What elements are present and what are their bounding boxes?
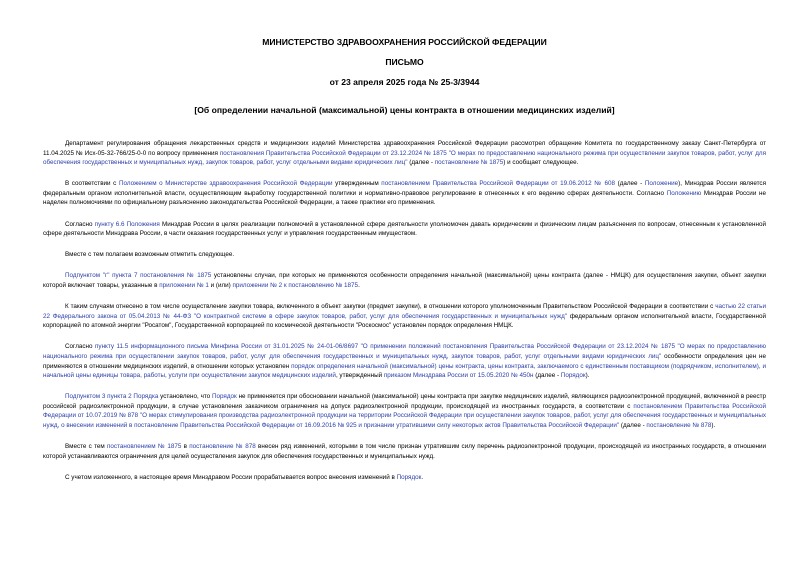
document-subject: [Об определении начальной (максимальной) цены контракта в отношении медицинских изделий] (194, 105, 615, 115)
text: Согласно (65, 220, 95, 228)
paragraph-8 (43, 392, 766, 430)
text: Согласно (65, 343, 96, 351)
link-postanovlenie-1875-short[interactable]: постановление № 1875 (434, 159, 504, 167)
link-polozheniyu[interactable]: Положению (666, 189, 702, 197)
text: ), Минздрав России является федеральным органом исполнительной власти, осуществляющим выработку государственной политики и нормативно-правовое регулирование в отнесенных к его ведению сферах деятельности. Согласно (43, 180, 766, 197)
text: К таким случаям отнесено в том числе осуществление закупки товара, включенного в объект закупки (предмет закупки), в отношении которого уполномоченным Правительством Российской Федерации в соответствии с (65, 303, 716, 311)
text: Департамент регулирования обращения лекарственных средств и медицинских изделий Министерства здравоохранения Российской Федерации рассмотрел обращение Комитета по государственному заказу Санкт-Петербурга от 11.04.2025 № Исх-05-32-766/25-0-0 по вопросу применения (43, 140, 766, 157)
link-postanovlenie-878[interactable]: постановлением Правительства Российской Федерации от 10.07.2019 № 878 "О мерах стимулирования производства радиоэлектронной продукции на территории Российской Федерации при осуществлении закупок товаров, работ, услуг для обеспечения государственных и муниципальных нужд, о внесении изменений в постановление Правительства Российской Федерации от 16.09.2016 № 925 и признании утратившими силу некоторых актов Правительства Российской Федерации" (43, 402, 766, 429)
text: В соответствии с (65, 180, 119, 188)
text: ) и сообщает следующее. (503, 159, 579, 167)
text: С учетом изложенного, в настоящее время Минздравом России прорабатывается вопрос внесения изменений в (65, 473, 397, 481)
paragraph-9 (43, 442, 766, 461)
document-type: ПИСЬМО (385, 57, 424, 67)
text: установлено, что (158, 393, 212, 401)
text: Вместе с тем (65, 443, 107, 451)
link-44-fz[interactable]: частью 22 статьи 22 Федерального закона от 05.04.2013 № 44-ФЗ "О контрактной системе в сфере закупок товаров, работ, услуг для обеспечения государственных и муниципальных нужд" (43, 303, 766, 320)
text: (далее - (407, 159, 435, 167)
link-prilozhenie-1[interactable]: приложении № 1 (159, 281, 209, 289)
text: , утвержденный (335, 372, 384, 380)
link-postanovlenie-878-short[interactable]: постановление № 878 (646, 421, 712, 429)
ministry-heading: МИНИСТЕРСТВО ЗДРАВООХРАНЕНИЯ РОССИЙСКОЙ ФЕДЕРАЦИИ (262, 37, 547, 47)
link-podpunkt-3-punkt-2[interactable]: Подпунктом 3 пункта 2 Порядка (65, 393, 159, 401)
link-postanovlenie-1875[interactable]: постановления Правительства Российской Федерации от 23.12.2024 № 1875 "О мерах по предоставлению национального режима при осуществлении закупок товаров, работ, услуг для обеспечения государственных и муниципальных нужд, закупок товаров, работ, услуг отдельными видами юридических лиц" (43, 149, 766, 167)
paragraph-1 (43, 139, 766, 168)
paragraph-2 (43, 179, 766, 208)
link-polozhenie-minzdrav[interactable]: Положением о Министерстве здравоохранения Российской Федерации (118, 180, 333, 188)
document-date-number: от 23 апреля 2025 года № 25-3/3944 (329, 77, 480, 87)
text: (далее - (619, 421, 647, 429)
paragraph-3 (43, 220, 766, 239)
paragraph-4 (43, 250, 766, 260)
text: внесен ряд изменений, которыми в том числе признан утратившим силу перечень радиоэлектронной продукции, происходящей из иностранных государств, в отношении которой устанавливаются ограничения для целей осуществления закупок для обеспечения государственных и муниципальных нужд. (43, 443, 766, 460)
link-punkt-6-6[interactable]: пункту 6.6 Положения (94, 220, 160, 228)
text: и (или) (208, 281, 233, 289)
text: утвержденным (332, 180, 382, 188)
text: Минздрав России в целях реализации полномочий в установленной сфере деятельности уполномочен давать юридическим и физическим лицам разъяснения по вопросам, отнесенным к установленной сфере деятельности Минздрава России, в части оказания государственных услуг и управления государственным имуществом. (43, 220, 766, 238)
text: Вместе с тем полагаем возможным отметить следующее. (65, 251, 235, 259)
text: ). (585, 372, 590, 380)
link-poryadok[interactable]: Порядок (560, 372, 586, 380)
link-postanovlenie-1875-2[interactable]: постановлением № 1875 (107, 443, 182, 451)
link-polozhenie[interactable]: Положение (644, 180, 679, 188)
text: (далее - (615, 180, 645, 188)
text: установлены случаи, при которых не применяются особенности определения начальной (максимальной) цены контракта (далее - НМЦК) для осуществления закупки, объект закупки которой включает товары, указанные в (43, 272, 766, 289)
link-postanovlenie-608[interactable]: постановлением Правительства Российской Федерации от 19.06.2012 № 608 (381, 180, 615, 188)
paragraph-10 (43, 473, 766, 483)
paragraph-5 (43, 271, 766, 290)
text: ). (711, 421, 716, 429)
link-prilozhenie-2[interactable]: приложении № 2 к постановлению № 1875 (232, 281, 359, 289)
paragraph-7 (43, 342, 766, 380)
text: (далее - (533, 372, 561, 380)
link-poryadok-2[interactable]: Порядок (211, 393, 237, 401)
link-prikaz-450n[interactable]: приказом Минздрава России от 15.05.2020 № 450н (383, 372, 534, 380)
link-podpunkt-g-punkt-7[interactable]: Подпунктом "г" пункта 7 постановления № 1875 (65, 272, 212, 280)
text: Минздрав России не наделен полномочиями по официальному разъяснению законодательства Российской Федерации, а также практики его применения. (43, 189, 766, 207)
link-poryadok-nmck[interactable]: порядок определения начальной (максимальной) цены контракта, цены контракта, заключаемого с единственным поставщиком (подрядчиком, исполнителем), и начальной цены единицы товара, работы, услуги при осуществлении закупок медицинских изделий (43, 362, 766, 380)
text: федеральным органом исполнительной власти, Государственной корпорацией по атомной энергии "Росатом", Государственной корпорацией по космической деятельности "Роскосмос" установлен порядок определения НМЦК. (43, 312, 766, 330)
text: . (421, 473, 424, 481)
text: . (358, 281, 360, 289)
link-poryadok-3[interactable]: Порядок (396, 473, 422, 481)
text: особенности определения цен не применяются в отношении медицинских изделий, в отношении которых установлен (43, 352, 766, 370)
link-postanovlenie-878-2[interactable]: постановление № 878 (189, 443, 256, 451)
text: в (181, 443, 190, 451)
text: не применяется при обосновании начальной (максимальной) цены контракта при закупке медицинских изделий, являющихся радиоэлектронной продукцией, включенной в реестр российской радиоэлектронной продукции, в случае установления заказчиком ограничения на допуск радиоэлектронной продукции, происходящей из иностранных государств, в соответствии с (43, 393, 766, 410)
paragraph-6 (43, 302, 766, 331)
link-pismo-minfin[interactable]: пункту 11.5 информационного письма Минфина России от 31.01.2025 № 24-01-06/8697 "О применении положений постановления Правительства Российской Федерации от 23.12.2024 № 1875 "О мерах по предоставлению национального режима при осуществлении закупок товаров, работ, услуг для обеспечения государственных и муниципальных нужд, закупок товаров, работ, услуг отдельными видами юридических лиц" (43, 343, 766, 360)
